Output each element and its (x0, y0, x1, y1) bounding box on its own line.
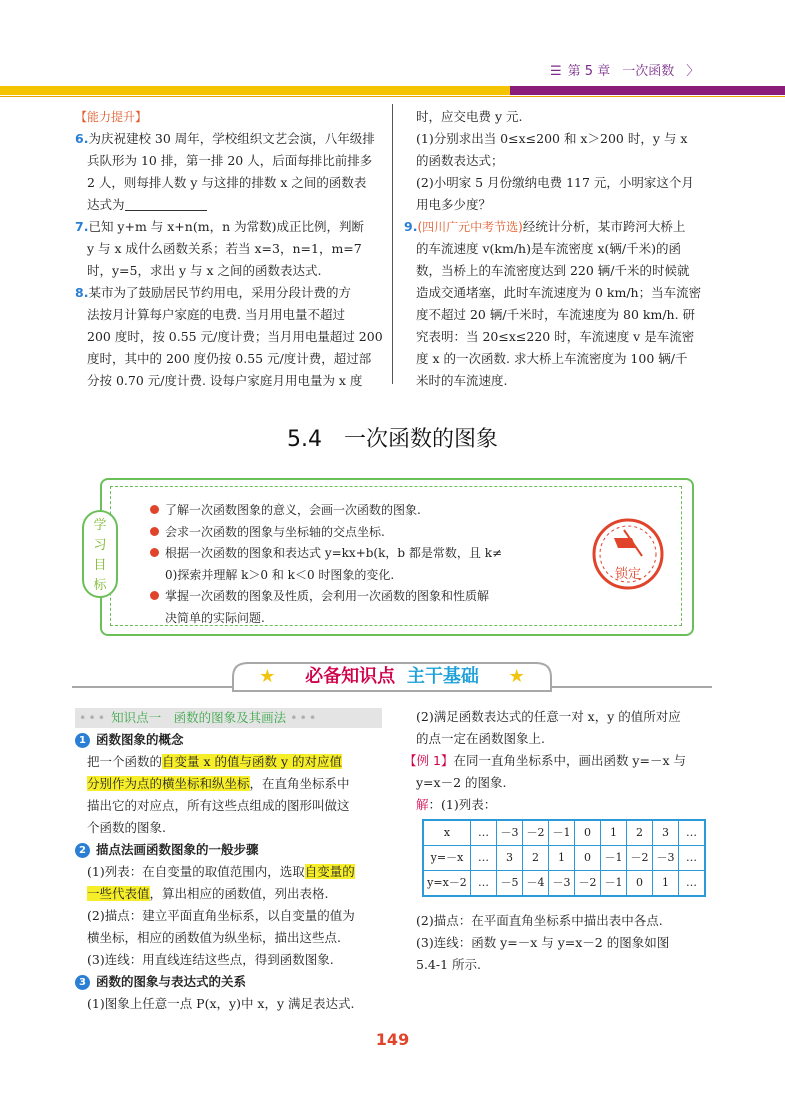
table-cell: 2 (523, 846, 549, 871)
q7-line-3: 时，y=5，求出 y 与 x 之间的函数表达式. (87, 263, 322, 278)
q9-line-4: 造成交通堵塞，此时车流速度为 0 km/h；当车流密 (416, 285, 702, 300)
table-cell: －4 (523, 871, 549, 897)
right-column (404, 106, 724, 392)
goal-item-1 (150, 500, 570, 522)
bullet-dot (150, 505, 159, 514)
q8-line-5: 分按 0.70 元/度计费. 设每户家庭月用电量为 x 度 (87, 373, 363, 388)
table-cell: 0 (627, 871, 653, 897)
table-cell: 0 (575, 820, 601, 846)
table-row (423, 820, 705, 846)
after-table-text (404, 910, 724, 976)
q7-line-1 (75, 216, 385, 238)
list-icon: ☰ (550, 64, 562, 79)
s2-highlight-1: 自变量的 (304, 864, 355, 879)
s1-highlight-b: 分别作为点的横坐标和纵坐标 (87, 776, 250, 791)
s3-line-1: (1)图象上任意一点 P(x，y)中 x，y 满足表达式. (87, 996, 355, 1011)
badge-number-3: 3 (75, 975, 90, 990)
table-cell: 1 (601, 820, 627, 846)
chapter-number: 第 5 章 (567, 64, 611, 79)
q9-text-1: 经统计分析，某市跨河大桥上 (522, 219, 686, 234)
bullet-dot (150, 527, 159, 536)
s1-line-4: 个函数的图象. (87, 820, 166, 835)
example-line-1 (404, 750, 724, 772)
chapter-header (550, 62, 699, 82)
subhead-2 (75, 839, 390, 861)
q9-line-8: 米时的车流速度. (416, 373, 508, 388)
solution-label: 解 (416, 797, 429, 812)
s2-highlight-2: 一些代表值 (87, 886, 150, 901)
after-line-3: 5.4-1 所示. (416, 957, 482, 972)
s2-text-1: (1)列表：在自变量的取值范围内，选取 (87, 864, 305, 879)
q6-line-3: 2 人，则每排人数 y 与这排的排数 x 之间的函数表 (87, 175, 367, 190)
table-cell: 2 (627, 820, 653, 846)
header-rule (0, 96, 785, 97)
table-cell: … (679, 820, 706, 846)
section-title: 5.4 一次函数的图象 (287, 427, 498, 452)
table-cell: －3 (497, 820, 523, 846)
after-line-1: (2)描点：在平面直角坐标系中描出表中各点. (416, 913, 663, 928)
badge-char-3: 目 (93, 558, 107, 573)
solution-line-1 (404, 794, 724, 816)
table-cell: 3 (653, 820, 679, 846)
s2-line-1 (75, 861, 390, 883)
table-cell: －2 (575, 871, 601, 897)
s2-line-3: (2)描点：建立平面直角坐标系，以自变量的值为 (87, 908, 355, 923)
subhead-3 (75, 971, 390, 993)
learning-goals-badge (82, 510, 118, 598)
column-divider (392, 104, 393, 384)
bullet-dot (150, 591, 159, 600)
table-cell: －3 (653, 846, 679, 871)
goal-text-3-cont: 0)探索并理解 k＞0 和 k＜0 时图象的变化. (165, 567, 395, 582)
s2-text-2: ，算出相应的函数值，列出表格. (149, 886, 329, 901)
example-line-2: y=x－2 的图象. (416, 775, 507, 790)
table-cell: －1 (601, 846, 627, 871)
table-cell: 1 (653, 871, 679, 897)
q9-source: (四川广元中考节选) (417, 220, 523, 234)
s1-line-1 (75, 751, 390, 773)
goal-text-3: 根据一次函数的图象和表达式 y=kx+b(k，b 都是常数，且 k≠ (165, 546, 503, 560)
subhead-1 (75, 729, 390, 751)
q6-text-1: 为庆祝建校 30 周年，学校组织文艺会演，八年级排 (88, 131, 375, 146)
q6-number: 6. (75, 131, 89, 146)
lock-label: 锁定 (614, 567, 642, 582)
bullet-dot (150, 548, 159, 557)
s1-text-b: ，在直角坐标系中 (249, 776, 350, 791)
q9-line-2: 的车流速度 v(km/h)是车流密度 x(辆/千米)的函 (416, 241, 681, 256)
header-bar-purple (510, 86, 785, 95)
header-bar-yellow (0, 86, 510, 95)
q7-text-1: 已知 y+m 与 x+n(m，n 为常数)成正比例，判断 (88, 219, 364, 234)
q8-cont-1: 时，应交电费 y 元. (416, 109, 523, 124)
table-cell: 1 (549, 846, 575, 871)
goal-text-4-cont: 决简单的实际问题. (165, 610, 265, 625)
goal-item-2 (150, 522, 570, 544)
s2-line-4: 横坐标，相应的函数值为纵坐标，描出这些点. (87, 930, 341, 945)
table-row-header: x (423, 820, 471, 846)
q8-cont-5: 用电多少度？ (416, 197, 492, 212)
q8-cont-3: 的函数表达式； (416, 153, 504, 168)
banner-text-2: 主干基础 (406, 666, 479, 687)
q8-cont-4: (2)小明家 5 月份缴纳电费 117 元，小明家这个月 (416, 175, 694, 190)
after-line-2: (3)连线：函数 y=－x 与 y=x－2 的图象如图 (416, 935, 670, 950)
kp-label: 知识点一 (111, 710, 162, 725)
q8-text-1: 某市为了鼓励居民节约用电，采用分段计费的方 (88, 285, 351, 300)
table-cell: 3 (497, 846, 523, 871)
q7-line-2: y 与 x 成什么函数关系；若当 x=3，n=1，m=7 (87, 241, 362, 256)
star-icon: ★ (508, 666, 525, 687)
s1-highlight-a: 自变量 x 的值与函数 y 的对应值 (162, 754, 343, 769)
learning-goals-list (150, 500, 570, 629)
s1-text-a: 把一个函数的 (87, 754, 163, 769)
subhead-2-title: 描点法画函数图象的一般步骤 (96, 842, 259, 857)
kp-title: 函数的图象及其画法 (173, 710, 287, 725)
table-cell: 0 (575, 846, 601, 871)
q9-line-7: 度 x 的一次函数. 求大桥上车流密度为 100 辆/千 (416, 351, 688, 366)
example-label: 【例 1】 (404, 753, 454, 768)
page-number: 149 (375, 1030, 410, 1049)
q9-number: 9. (404, 219, 418, 234)
q7-number: 7. (75, 219, 89, 234)
q8-line-4: 度时，其中的 200 度仍按 0.55 元/度计费，超过部 (87, 351, 372, 366)
q6-line-4 (75, 194, 385, 216)
subhead-1-title: 函数图象的概念 (96, 732, 184, 747)
table-cell: … (471, 820, 497, 846)
table-row-header: y=x－2 (423, 871, 471, 897)
badge-number-1: 1 (75, 733, 90, 748)
ability-tag: 【能力提升】 (75, 110, 148, 124)
table-cell: －2 (627, 846, 653, 871)
s2-line-2 (75, 883, 390, 905)
q8-line-1 (75, 282, 385, 304)
answer-blank[interactable] (125, 196, 207, 211)
q8-cont-2: (1)分别求出当 0≤x≤200 和 x＞200 时，y 与 x (416, 131, 688, 146)
q9-line-6: 究表明：当 20≤x≤220 时，车流速度 v 是车流密 (416, 329, 695, 344)
table-cell: －1 (549, 820, 575, 846)
goal-item-3 (150, 543, 570, 565)
s3-line-3: 的点一定在函数图象上. (416, 731, 545, 746)
s2-line-5: (3)连线：用直线连结这些点，得到函数图象. (87, 952, 334, 967)
table-cell: … (679, 846, 706, 871)
knowledge-left (75, 729, 390, 1015)
goal-text-1: 了解一次函数图象的意义，会画一次函数的图象. (165, 503, 421, 517)
chevron-right-icon[interactable]: 〉 (686, 64, 700, 79)
q8-line-2: 法按月计算每户家庭的电费. 当月用电量不超过 (87, 307, 345, 322)
table-row (423, 846, 705, 871)
dots-decoration: ••• (79, 710, 108, 725)
q8-line-3: 200 度时，按 0.55 元/度计费；当月用电量超过 200 (87, 329, 383, 344)
table-row-header: y=－x (423, 846, 471, 871)
value-table (422, 819, 706, 897)
knowledge-point-header (75, 708, 382, 728)
target-lock-icon (584, 512, 672, 596)
table-cell: －2 (523, 820, 549, 846)
q9-line-3: 数，当桥上的车流密度达到 220 辆/千米的时候就 (416, 263, 690, 278)
table-cell: －1 (601, 871, 627, 897)
knowledge-right (404, 706, 724, 816)
badge-number-2: 2 (75, 843, 90, 858)
table-cell: … (471, 846, 497, 871)
s1-line-3: 描出它的对应点，所有这些点组成的图形叫做这 (87, 798, 350, 813)
left-column (75, 106, 385, 392)
solution-text-1: ：(1)列表： (428, 797, 497, 812)
s1-line-2 (75, 773, 390, 795)
dots-decoration: ••• (290, 710, 319, 725)
q9-line-1 (404, 216, 724, 238)
table-row (423, 871, 705, 897)
goal-text-2: 会求一次函数的图象与坐标轴的交点坐标. (165, 524, 385, 539)
goal-item-4 (150, 586, 570, 608)
badge-char-2: 习 (93, 538, 107, 553)
q6-line-2: 兵队形为 10 排，第一排 20 人，后面每排比前排多 (87, 153, 373, 168)
q8-number: 8. (75, 285, 89, 300)
subhead-3-title: 函数的图象与表达式的关系 (96, 974, 247, 989)
s3-line-2: (2)满足函数表达式的任意一对 x，y 的值所对应 (416, 709, 681, 724)
badge-char-4: 标 (93, 578, 107, 593)
section-banner (232, 662, 552, 692)
table-cell: －3 (549, 871, 575, 897)
example-text-1: 在同一直角坐标系中，画出函数 y=－x 与 (453, 753, 686, 768)
table-cell: －5 (497, 871, 523, 897)
table-cell: … (679, 871, 706, 897)
banner-text-1: 必备知识点 (305, 666, 396, 687)
goal-text-4: 掌握一次函数的图象及性质，会利用一次函数的图象和性质解 (165, 589, 490, 603)
chapter-title: 一次函数 (622, 64, 675, 79)
table-cell: … (471, 871, 497, 897)
q6-line-1 (75, 128, 385, 150)
star-icon: ★ (259, 666, 276, 687)
q6-text-4: 达式为 (87, 197, 125, 212)
q9-line-5: 度不超过 20 辆/千米时，车流速度为 80 km/h. 研 (416, 307, 696, 322)
badge-char-1: 学 (93, 518, 107, 533)
